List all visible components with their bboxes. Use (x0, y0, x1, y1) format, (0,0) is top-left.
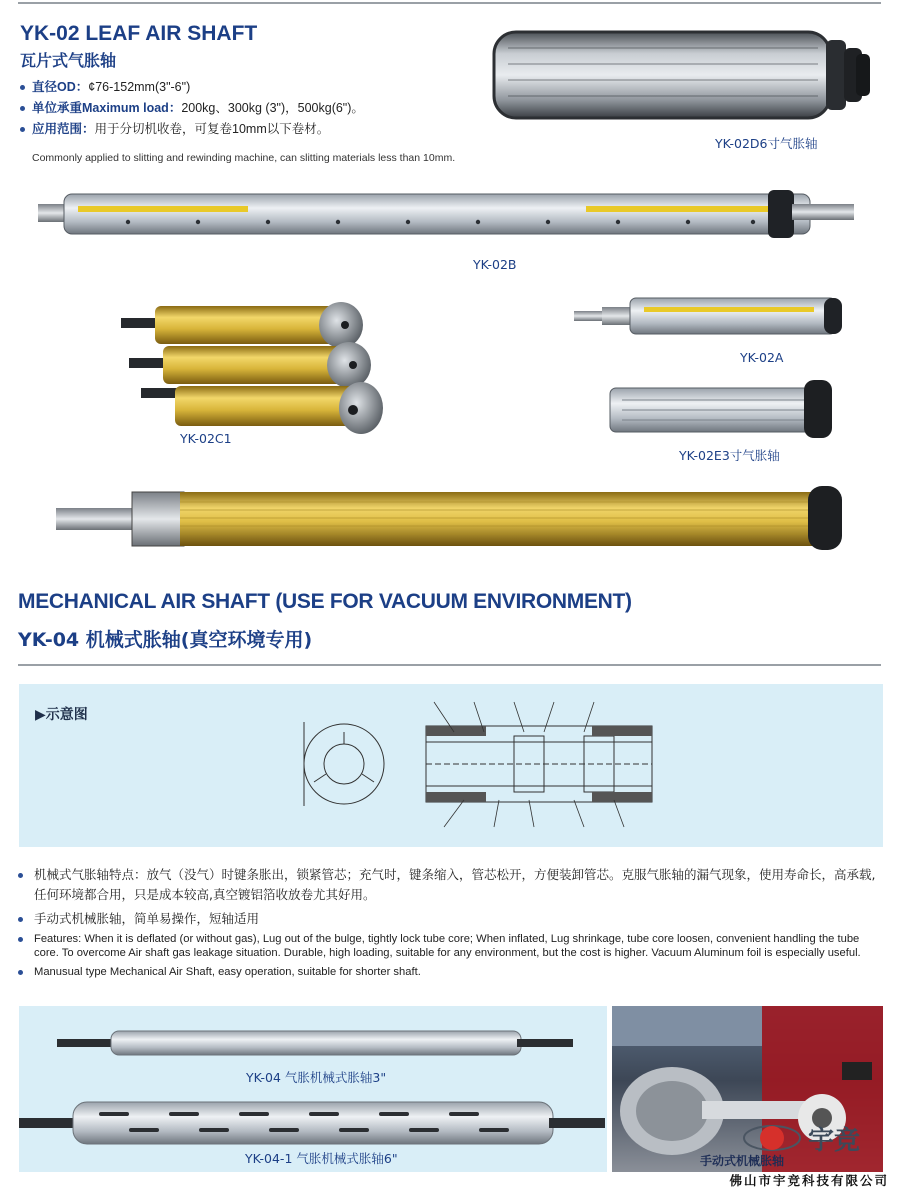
leaf-title-en: YK-02 LEAF AIR SHAFT (20, 22, 258, 45)
mech-rule (18, 664, 881, 666)
feature-cn-2: 手动式机械胀轴，简单易操作，短轴适用 (18, 909, 886, 929)
yk-02a-shaft-image (574, 296, 846, 338)
caption-yk-04-1: YK-04-1 气胀机械式胀轴6" (245, 1151, 398, 1166)
yk-02d6-shaft-image (488, 24, 874, 124)
caption-yk-02b: YK-02B (473, 257, 517, 272)
caption-yk-02e3: YK-02E3寸气胀轴 (679, 448, 780, 463)
spec-application: 应用范围：用于分切机收卷，可复卷10mm以下卷材。 (20, 119, 580, 140)
yk-04-1-shaft-image (19, 1098, 607, 1148)
mechanical-shaft-schematic (284, 692, 664, 840)
yk-02b-shaft-image (38, 186, 860, 242)
feature-en-2: Manusual type Mechanical Air Shaft, easy operation, suitable for shorter shaft. (18, 966, 886, 980)
caption-yk-02d6: YK-02D6寸气胀轴 (715, 136, 818, 151)
yk-02c1-shaft-image (115, 296, 387, 444)
mech-title-en: MECHANICAL AIR SHAFT (USE FOR VACUUM ENVIRONMENT) (18, 590, 632, 613)
schematic-panel (19, 684, 883, 847)
yk-04-panel (19, 1006, 607, 1172)
mech-title-cn: YK-04 机械式胀轴(真空环境专用) (18, 629, 313, 651)
caption-yk-04: YK-04 气胀机械式胀轴3" (246, 1070, 387, 1085)
caption-yk-02a: YK-02A (740, 350, 784, 365)
feature-en-1: Features: When it is deflated (or without gas), Lug out of the bulge, tightly lock tube core; When inflated, Lug shrinkage, tube core loosen, convenient handling the tube core. To overcome Air shaft gas leakage situation. Durable, high loading, suitable for any environment, but the cost is higher. Vacuum Aluminum foil is especially useful. (18, 933, 886, 960)
top-rule (18, 2, 881, 4)
schematic-label: ▶示意图 (35, 707, 88, 723)
company-logo-icon (740, 1116, 804, 1160)
company-logo-text: 宇竞 (808, 1126, 861, 1156)
gold-long-shaft-image (56, 482, 844, 552)
spec-load: 单位承重Maximum load：200kg、300kg (3")，500kg(6")。 (20, 98, 580, 119)
feature-cn-1: 机械式气胀轴特点：放气（没气）时键条胀出，锁紧管芯；充气时，键条缩入，管芯松开，方便装卸管芯。克服气胀轴的漏气现象，使用寿命长，高承载,任何环境都合用，只是成本较高,真空镀铝箔收放卷尤其好用。 (18, 865, 886, 905)
company-name: 佛山市宇竞科技有限公司 (729, 1173, 889, 1188)
spec-od: 直径OD：¢76-152mm(3"-6") (20, 77, 580, 98)
caption-yk-02c1: YK-02C1 (180, 431, 232, 446)
caption-manual-shaft: 手动式机械胀轴 (700, 1154, 785, 1168)
leaf-note-en: Commonly applied to slitting and rewinding machine, can slitting materials less than 10mm. (32, 152, 456, 164)
mech-feature-list (18, 865, 886, 986)
leaf-title-cn: 瓦片式气胀轴 (20, 51, 117, 70)
yk-02e3-shaft-image (608, 378, 836, 440)
yk-04-shaft-image (57, 1026, 573, 1060)
